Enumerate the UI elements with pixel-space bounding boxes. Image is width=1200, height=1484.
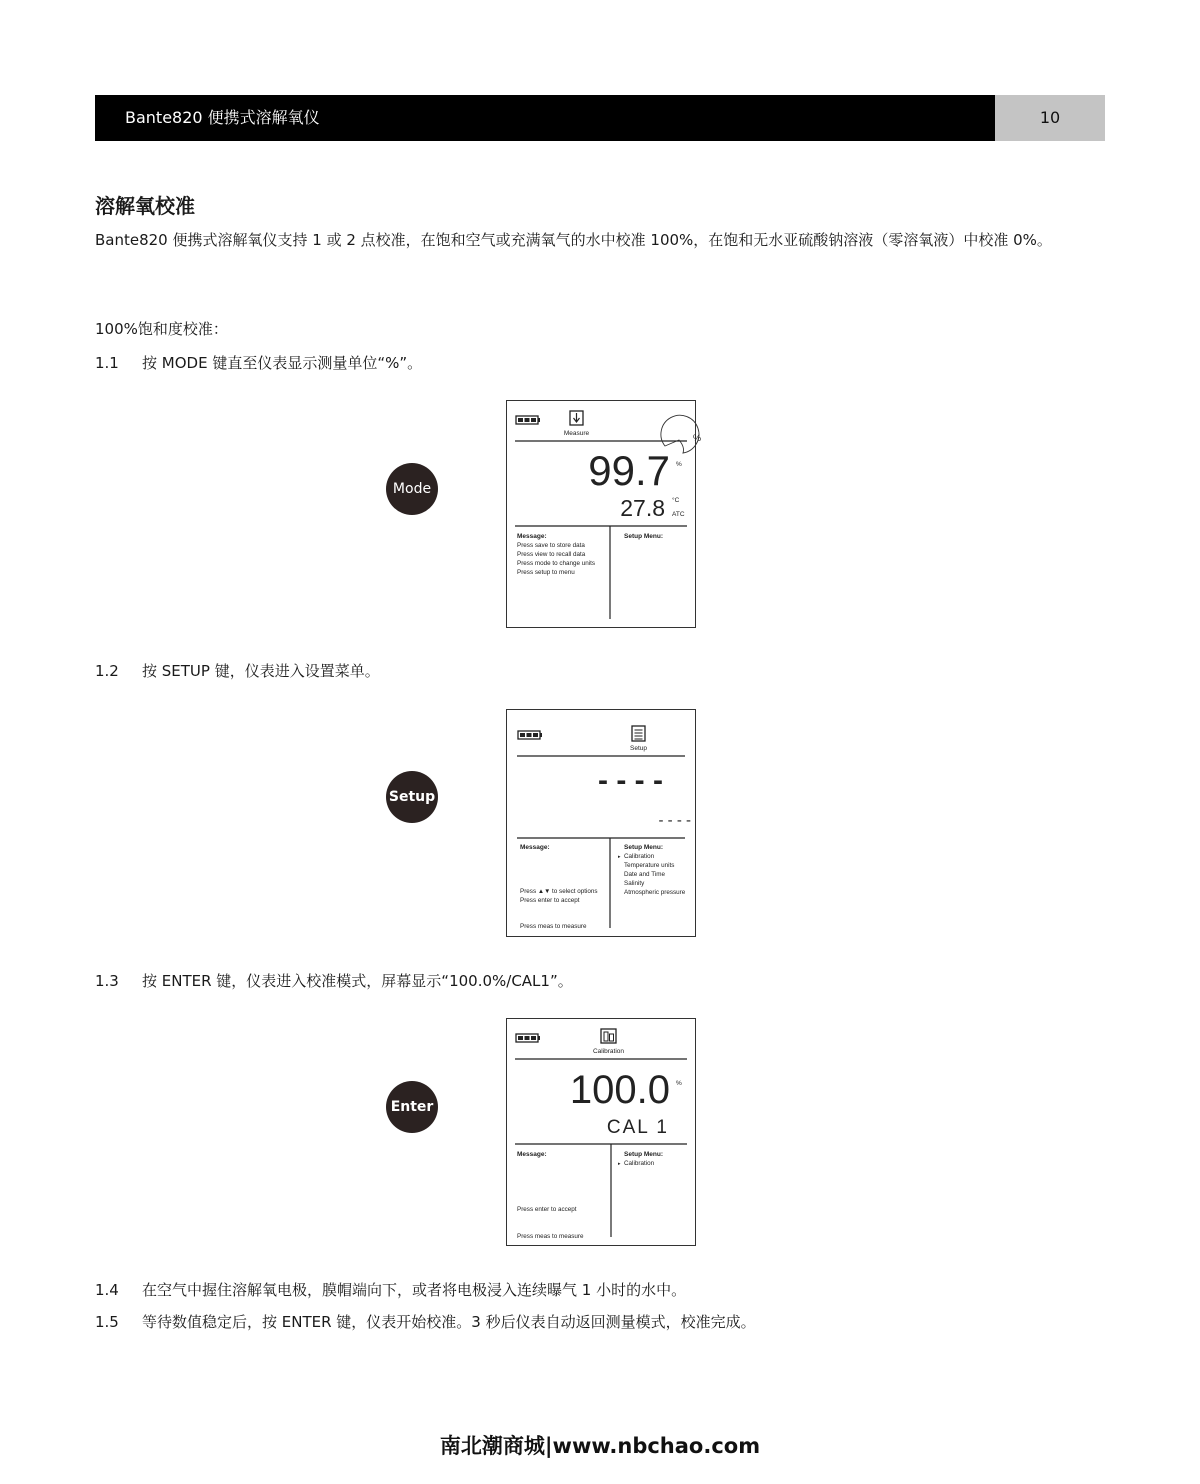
setup-menu-title: Setup Menu: — [624, 533, 663, 540]
page-number: 10 — [995, 95, 1105, 141]
message-line: Press enter to accept — [520, 897, 580, 904]
subheading: 100%饱和度校准： — [95, 320, 228, 338]
menu-item: Calibration — [624, 1160, 655, 1167]
message-title: Message: — [517, 533, 547, 540]
setup-menu-title: Setup Menu: — [624, 844, 663, 851]
section-title: 溶解氧校准 — [95, 194, 195, 218]
setup-icon — [632, 726, 645, 741]
setup-key-icon: Setup — [386, 771, 438, 823]
menu-item: Atmospheric pressure — [624, 889, 686, 896]
menu-item: Calibration — [624, 853, 655, 860]
step-text: 按 SETUP 键，仪表进入设置菜单。 — [142, 662, 380, 680]
callout-text: % — [692, 433, 702, 443]
main-unit: % — [676, 461, 682, 468]
message-line: Press view to recall data — [517, 551, 586, 558]
main-reading: - - - - — [598, 764, 663, 797]
message-line: Press enter to accept — [517, 1206, 577, 1213]
setup-menu-title: Setup Menu: — [624, 1151, 663, 1158]
temperature-reading: 27.8 — [620, 495, 665, 521]
message-line: Press mode to change units — [517, 560, 596, 567]
menu-item: Temperature units — [624, 862, 675, 869]
step-number: 1.4 — [95, 1281, 119, 1299]
enter-key-icon: Enter — [386, 1081, 438, 1133]
sub-reading: - - - - — [658, 812, 691, 829]
step-text: 等待数值稳定后，按 ENTER 键，仪表开始校准。3 秒后仪表自动返回测量模式，校准完成。 — [142, 1313, 756, 1331]
main-unit: % — [676, 1080, 682, 1087]
measure-icon — [570, 411, 583, 425]
mode-label: Calibration — [592, 1048, 625, 1055]
menu-item: Salinity — [624, 880, 645, 887]
footer-watermark: 南北潮商城|www.nbchao.com — [439, 1434, 761, 1458]
main-reading: 100.0 — [569, 1068, 670, 1112]
mode-label: Setup — [630, 745, 647, 752]
header-bar — [95, 95, 995, 141]
lcd-screen-setup — [506, 709, 696, 937]
step-1-2 — [95, 660, 380, 681]
step-number: 1.3 — [95, 972, 119, 990]
message-title: Message: — [520, 844, 550, 851]
step-text: 按 ENTER 键，仪表进入校准模式，屏幕显示“100.0%/CAL1”。 — [142, 972, 573, 990]
calibration-icon — [601, 1029, 616, 1043]
main-reading: 99.7 — [588, 447, 670, 494]
intro-paragraph: Bante820 便携式溶解氧仪支持 1 或 2 点校准，在饱和空气或充满氧气的水中校准 100%，在饱和无水亚硫酸钠溶液（零溶氧液）中校准 0%。 — [95, 231, 1052, 249]
step-text: 在空气中握住溶解氧电极，膜帽端向下，或者将电极浸入连续曝气 1 小时的水中。 — [142, 1281, 687, 1299]
battery-icon — [516, 1034, 540, 1042]
step-1-4 — [95, 1279, 686, 1300]
selection-marker: ▸ — [618, 1161, 621, 1167]
mode-label: Measure — [563, 430, 590, 437]
step-1-1 — [95, 352, 422, 373]
step-1-5 — [95, 1311, 756, 1332]
step-text: 按 MODE 键直至仪表显示测量单位“%”。 — [142, 354, 423, 372]
temperature-mode: ATC — [672, 511, 685, 518]
menu-item: Date and Time — [624, 871, 665, 878]
battery-icon — [518, 731, 542, 739]
step-1-3 — [95, 970, 573, 991]
selection-marker: ▸ — [618, 854, 621, 860]
message-title: Message: — [517, 1151, 547, 1158]
bottom-message: Press meas to measure — [517, 1233, 584, 1240]
message-line: Press setup to menu — [517, 569, 575, 576]
bottom-message: Press meas to measure — [520, 923, 587, 930]
sub-reading: CAL 1 — [606, 1117, 669, 1138]
lcd-screen-measure — [506, 400, 702, 628]
message-line: Press save to store data — [517, 542, 585, 549]
step-number: 1.2 — [95, 662, 119, 680]
message-line: Press ▲▼ to select options — [520, 888, 598, 895]
step-number: 1.1 — [95, 354, 119, 372]
step-number: 1.5 — [95, 1313, 119, 1331]
document-title: Bante820 便携式溶解氧仪 — [125, 108, 320, 127]
temperature-unit: °C — [672, 497, 680, 504]
mode-key-icon: Mode — [386, 463, 438, 515]
battery-icon — [516, 416, 540, 424]
lcd-screen-calibration — [506, 1018, 696, 1246]
